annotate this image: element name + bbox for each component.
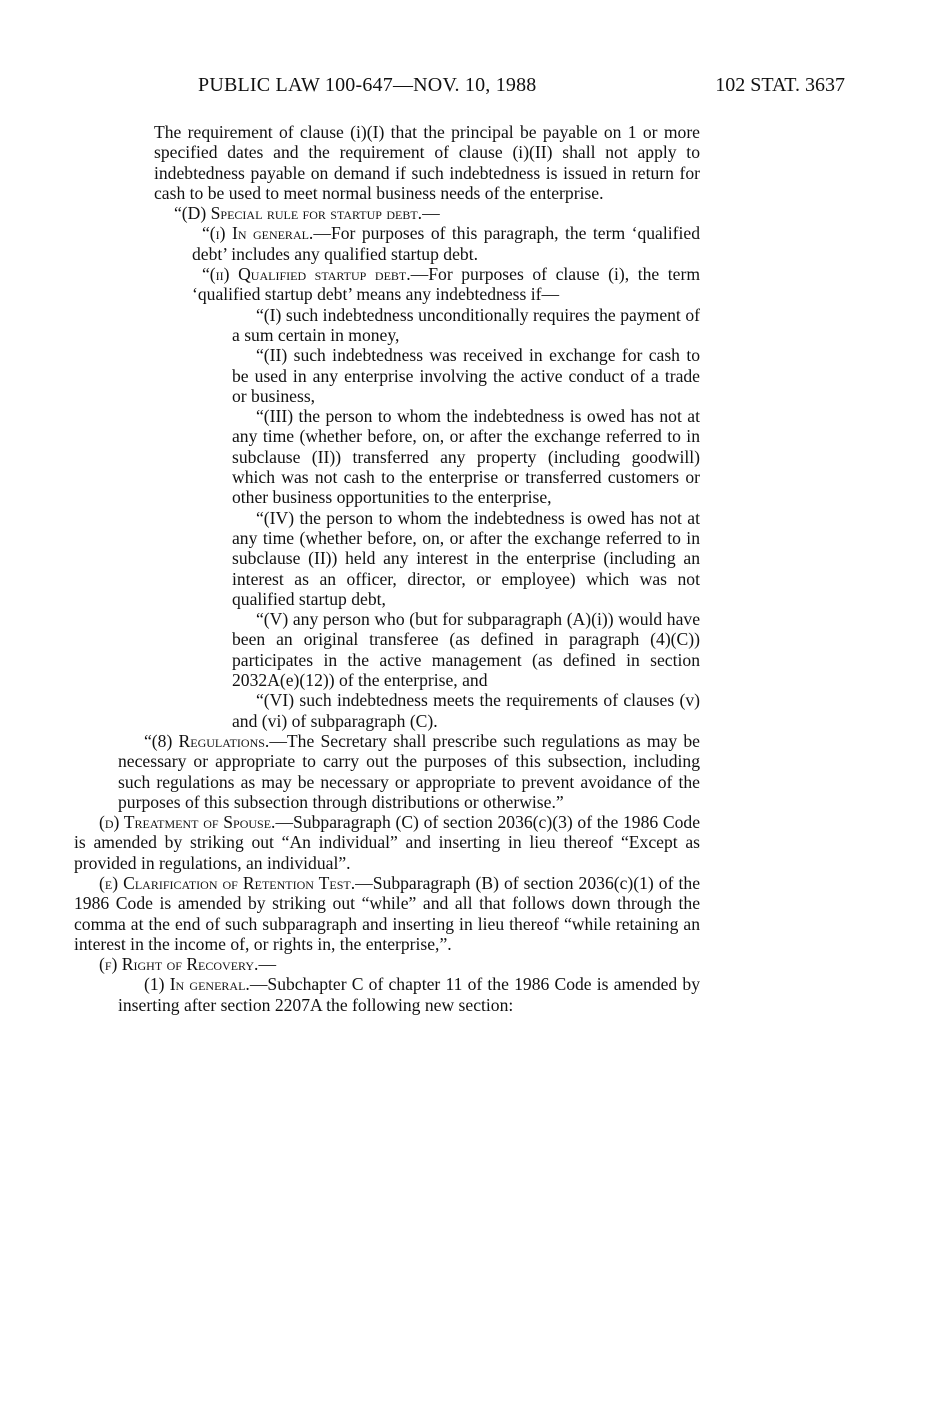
- paragraph-8-heading: “(8) Regulations.: [144, 730, 270, 751]
- subclause-IV: “(IV) the person to whom the indebtedness is owed has not at any time (whether before, on, or after the exchange referred to in subclause (II)) held any interest in the enterprise (including an interest as an officer, director, or employee) which was not qualified startup debt,: [232, 507, 700, 609]
- document-body: [74, 122, 700, 1015]
- subclause-III: “(III) the person to whom the indebtedness is owed has not at any time (whether before, on, or after the exchange referred to in subclause (II)) transferred any property (including goodwill) which was not cash to the enterprise or transferred customers or other business opportunities to the enterprise,: [232, 406, 700, 508]
- subclause-V: “(V) any person who (but for subparagraph (A)(i)) would have been an original transferee (as defined in paragraph (4)(C)) participates in the active management (as defined in section 2032A(e)(12)) of the enterprise, and: [232, 609, 700, 691]
- paragraph-8-text: —The Secretary shall prescribe such regulations as may be necessary or appropriate to carry out the purposes of this subsection, including such regulations as may be necessary or appropriate to prevent avoidance of the purposes of this subsection through distributions or otherwise.”: [118, 730, 700, 812]
- section-f-1-heading: (1) In general.: [144, 974, 250, 995]
- section-e-clarification: [74, 873, 700, 954]
- section-d-heading: (d) Treatment of Spouse.: [99, 812, 276, 833]
- section-e-text: —Subparagraph (B) of section 2036(c)(1) of the 1986 Code is amended by striking out “while” and all that follows down through the comma at the end of such subparagraph and inserting in lieu thereof “while retaining an interest in the income of, or rights in, the enterprise,”.: [74, 872, 700, 954]
- paragraph-8-regulations: [74, 731, 700, 812]
- clause-ii-heading: “(ii) Qualified startup debt.: [202, 264, 411, 285]
- clause-i-heading: “(i) In general.: [202, 223, 314, 244]
- section-d-treatment-of-spouse: [74, 812, 700, 873]
- subparagraph-d-heading: [74, 203, 700, 223]
- section-f-1-text: —Subchapter C of chapter 11 of the 1986 Code is amended by inserting after section 2207A the following new section:: [118, 974, 700, 1015]
- subclause-I: “(I) such indebtedness unconditionally requires the payment of a sum certain in money,: [232, 304, 700, 345]
- section-e-heading: (e) Clarification of Retention Test.: [99, 872, 356, 893]
- clause-i-text: —For purposes of this paragraph, the term ‘qualified debt’ includes any qualified startup debt.: [192, 223, 700, 264]
- paragraph-continuation: The requirement of clause (i)(I) that the principal be payable on 1 or more specified dates and the requirement of clause (i)(II) shall not apply to indebtedness payable on demand if such indebtedness is issued in return for cash to be used to meet normal business needs of the enterprise.: [154, 122, 700, 203]
- clause-ii: [74, 264, 700, 305]
- section-f-heading: (f) Right of Recovery.—: [99, 954, 277, 975]
- running-header-title: PUBLIC LAW 100-647—NOV. 10, 1988: [198, 74, 537, 96]
- heading-text: “(D) Special rule for startup debt.—: [174, 203, 440, 224]
- clause-i: [74, 223, 700, 264]
- running-header-page-stat: 102 STAT. 3637: [715, 74, 845, 96]
- section-f-heading-line: [74, 954, 700, 974]
- subclause-II: “(II) such indebtedness was received in exchange for cash to be used in any enterprise involving the active conduct of a trade or business,: [232, 345, 700, 406]
- clause-ii-text: —For purposes of clause (i), the term ‘qualified startup debt’ means any indebtedness if—: [192, 264, 701, 305]
- section-f-1-in-general: [74, 974, 700, 1015]
- subclause-VI: “(VI) such indebtedness meets the requirements of clauses (v) and (vi) of subparagraph (C).: [232, 690, 700, 731]
- section-d-text: —Subparagraph (C) of section 2036(c)(3) of the 1986 Code is amended by striking out “An individual” and inserting in lieu thereof “Except as provided in regulations, an individual”.: [74, 812, 701, 873]
